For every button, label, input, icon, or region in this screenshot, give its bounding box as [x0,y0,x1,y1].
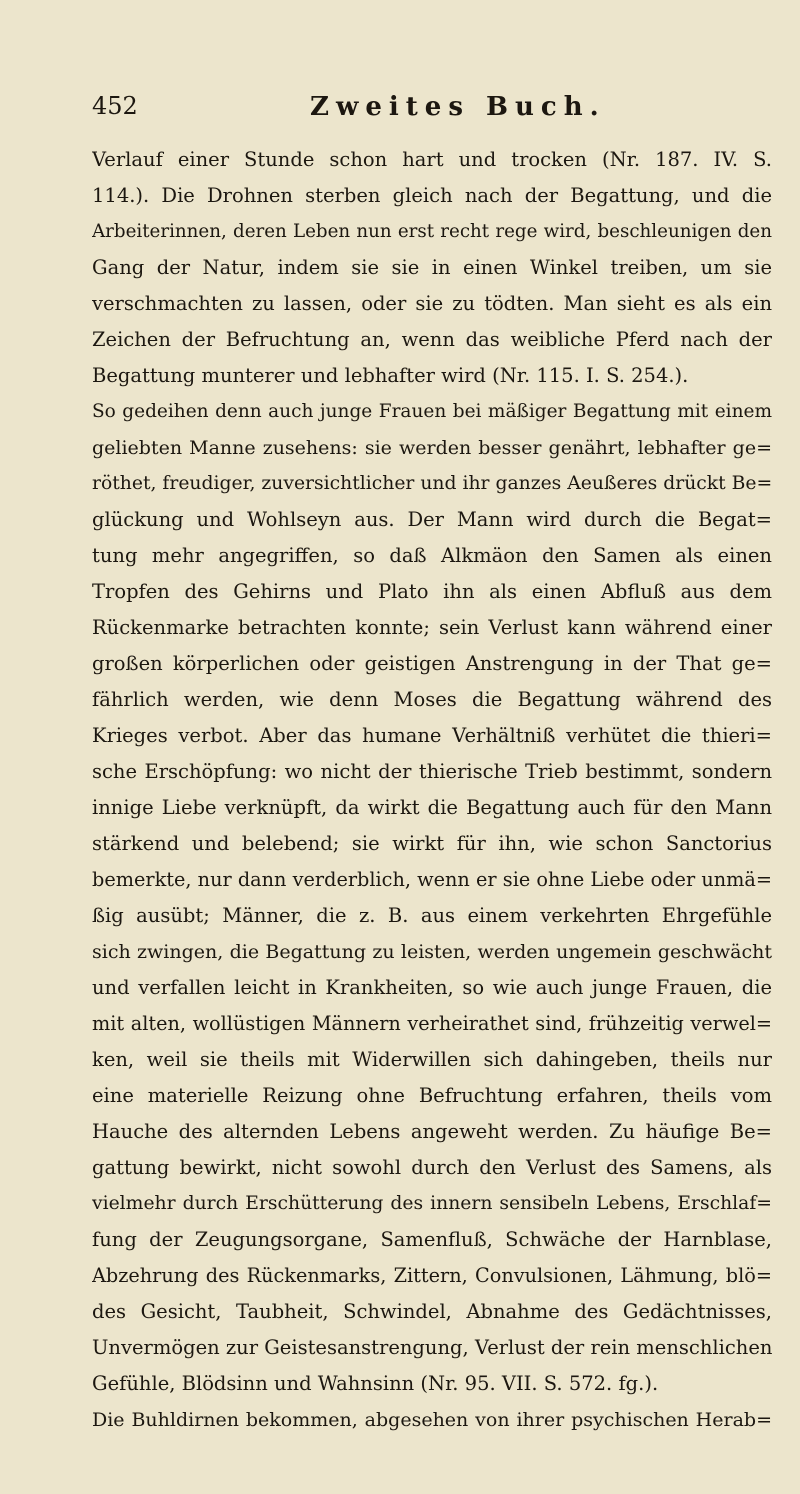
text-line: Rückenmarke betrachten konnte; sein Verlust kann während einer [92,616,772,639]
text-line: fährlich werden, wie denn Moses die Begattung während des [92,688,772,711]
text-line: 114.). Die Drohnen sterben gleich nach der Begattung, und die [92,184,772,207]
text-line: sche Erschöpfung: wo nicht der thierische Trieb bestimmt, sondern [92,760,772,783]
text-line: Krieges verbot. Aber das humane Verhältniß verhütet die thieri= [92,724,772,747]
page-number: 452 [92,92,138,120]
text-line: So gedeihen denn auch junge Frauen bei mäßiger Begattung mit einem [92,401,772,422]
text-line: Arbeiterinnen, deren Leben nun erst recht rege wird, beschleunigen den [92,221,772,242]
text-line: Verlauf einer Stunde schon hart und trocken (Nr. 187. IV. S. [92,148,772,171]
text-line: geliebten Manne zusehens: sie werden besser genährt, lebhafter ge= [92,437,772,459]
text-line: Gefühle, Blödsinn und Wahnsinn (Nr. 95. VII. S. 572. fg.). [92,1372,659,1395]
text-line: stärkend und belebend; sie wirkt für ihn, wie schon Sanctorius [92,832,772,855]
text-line: ken, weil sie theils mit Widerwillen sich dahingeben, theils nur [92,1048,772,1071]
text-line: gattung bewirkt, nicht sowohl durch den Verlust des Samens, als [92,1156,772,1179]
text-line: mit alten, wollüstigen Männern verheirathet sind, frühzeitig verwel= [92,1012,772,1035]
text-line: innige Liebe verknüpft, da wirkt die Begattung auch für den Mann [92,796,772,819]
text-line: Tropfen des Gehirns und Plato ihn als einen Abfluß aus dem [92,580,772,603]
text-line: eine materielle Reizung ohne Befruchtung erfahren, theils vom [92,1084,772,1107]
body-text [92,142,772,1438]
text-line: Zeichen der Befruchtung an, wenn das weibliche Pferd nach der [92,328,772,351]
text-line: Unvermögen zur Geistesanstrengung, Verlust der rein menschlichen [92,1336,772,1359]
page-header [92,92,772,132]
text-line: Hauche des alternden Lebens angeweht werden. Zu häufige Be= [92,1120,772,1143]
text-line: großen körperlichen oder geistigen Anstrengung in der That ge= [92,652,772,675]
text-line: verschmachten zu lassen, oder sie zu tödten. Man sieht es als ein [92,292,772,315]
text-line: Gang der Natur, indem sie sie in einen Winkel treiben, um sie [92,256,772,279]
text-line: ßig ausübt; Männer, die z. B. aus einem verkehrten Ehrgefühle [92,904,772,927]
text-line: bemerkte, nur dann verderblich, wenn er sie ohne Liebe oder unmä= [92,868,772,891]
text-line: und verfallen leicht in Krankheiten, so wie auch junge Frauen, die [92,976,772,999]
running-head: Zweites Buch. [310,92,606,122]
text-line: sich zwingen, die Begattung zu leisten, werden ungemein geschwächt [92,941,772,963]
text-line: Abzehrung des Rückenmarks, Zittern, Convulsionen, Lähmung, blö= [92,1264,772,1287]
text-line: fung der Zeugungsorgane, Samenfluß, Schwäche der Harnblase, [92,1228,772,1251]
text-line: Begattung munterer und lebhafter wird (Nr. 115. I. S. 254.). [92,364,689,387]
text-line: röthet, freudiger, zuversichtlicher und ihr ganzes Aeußeres drückt Be= [92,473,772,494]
text-line: des Gesicht, Taubheit, Schwindel, Abnahme des Gedächtnisses, [92,1300,772,1323]
text-line: glückung und Wohlseyn aus. Der Mann wird durch die Begat= [92,508,772,531]
text-line: vielmehr durch Erschütterung des innern sensibeln Lebens, Erschlaf= [92,1193,772,1214]
text-line: tung mehr angegriffen, so daß Alkmäon den Samen als einen [92,544,772,567]
text-line: Die Buhldirnen bekommen, abgesehen von ihrer psychischen Herab= [92,1409,772,1431]
